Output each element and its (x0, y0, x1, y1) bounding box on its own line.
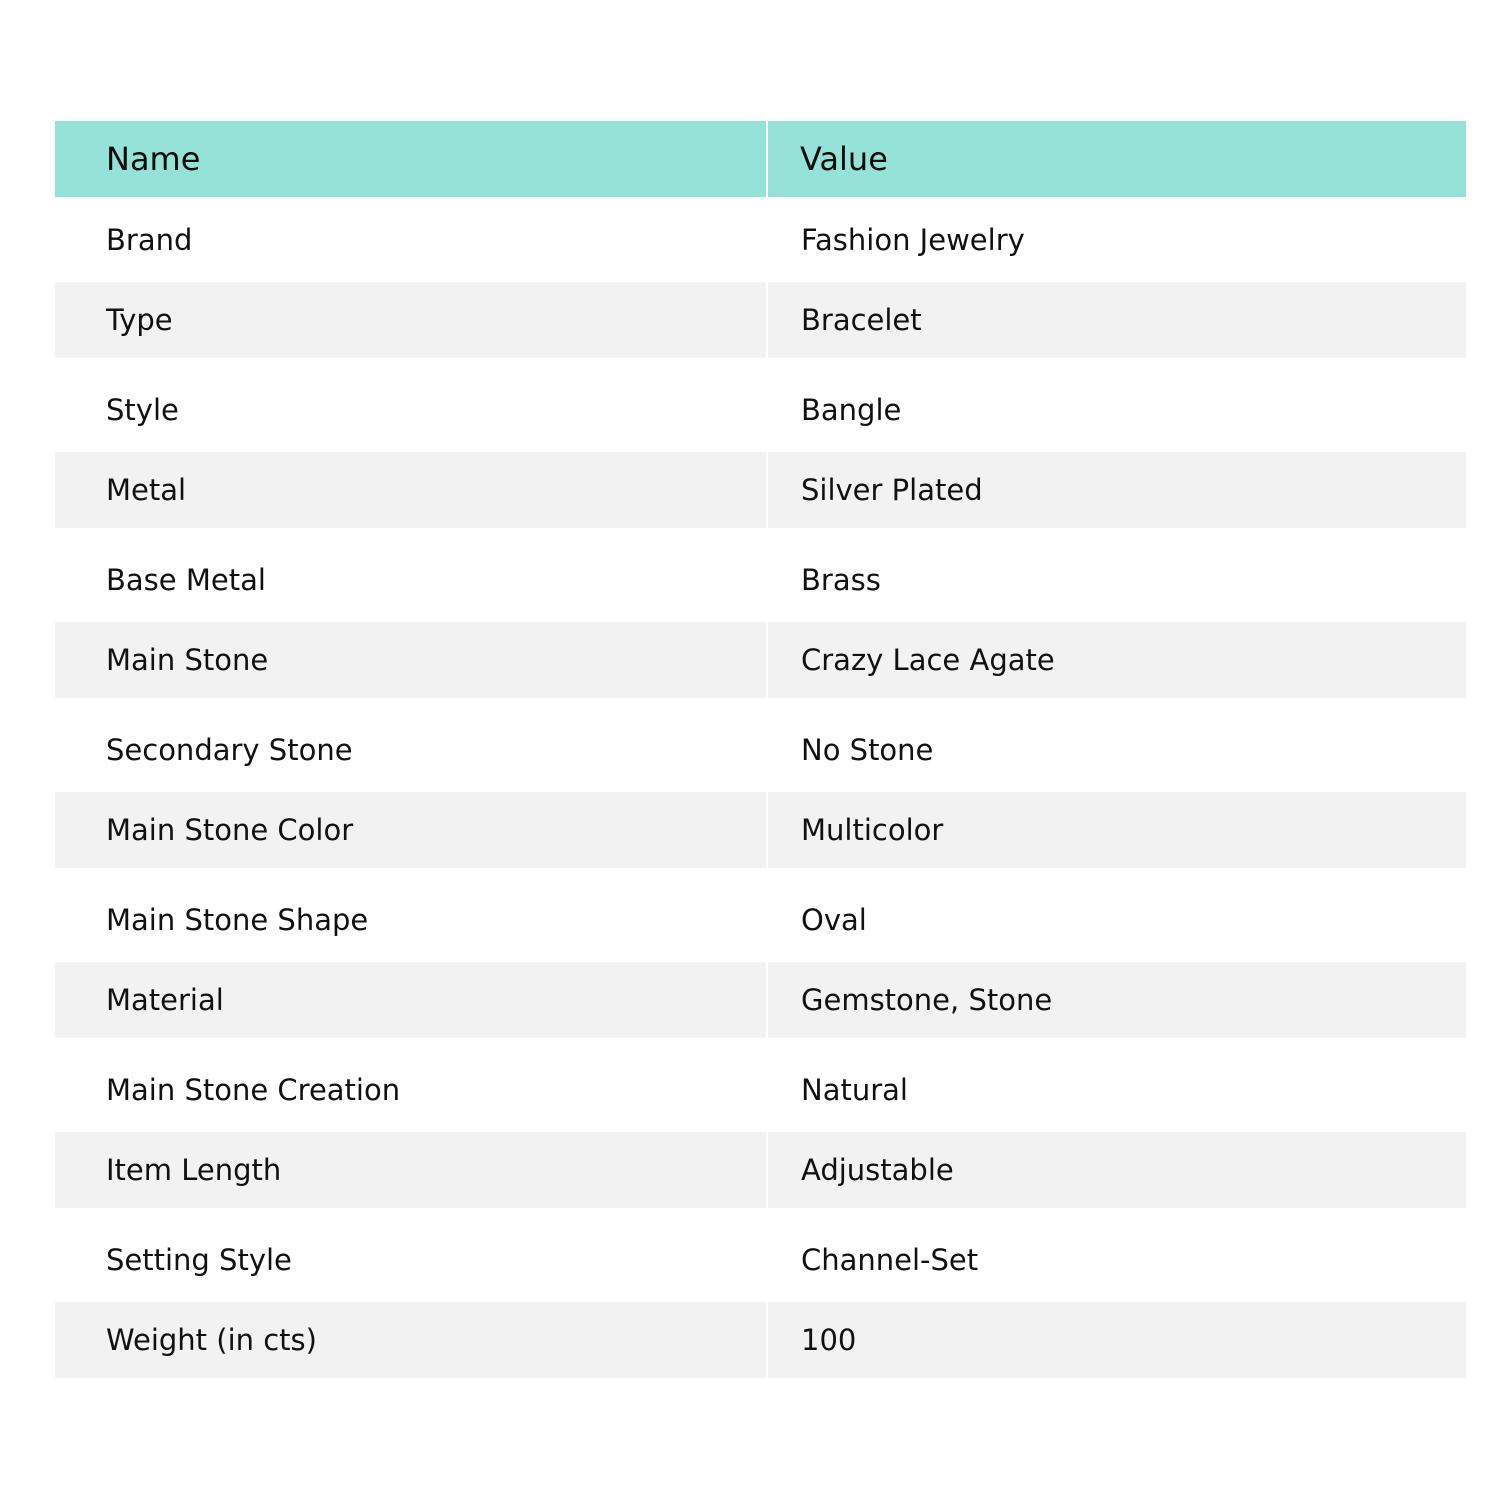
row-name: Style (55, 367, 766, 452)
row-name: Metal (55, 452, 766, 528)
table-body (55, 197, 1466, 1387)
table-row (55, 707, 1466, 792)
row-value: Bracelet (768, 282, 1466, 358)
table-row (55, 367, 1466, 452)
row-name: Brand (55, 197, 766, 282)
row-name: Setting Style (55, 1217, 766, 1302)
row-value: Oval (768, 877, 1466, 962)
table-row (55, 622, 1466, 707)
table-row (55, 877, 1466, 962)
row-name: Material (55, 962, 766, 1038)
row-value: Fashion Jewelry (768, 197, 1466, 282)
table-row (55, 962, 1466, 1047)
row-name: Base Metal (55, 537, 766, 622)
header-value: Value (768, 121, 1466, 197)
table-row (55, 1217, 1466, 1302)
table-row (55, 282, 1466, 367)
row-name: Type (55, 282, 766, 358)
row-value: Channel-Set (768, 1217, 1466, 1302)
row-value: Adjustable (768, 1132, 1466, 1208)
specification-table (55, 121, 1466, 1387)
table-row (55, 792, 1466, 877)
row-value: 100 (768, 1302, 1466, 1378)
row-value: Natural (768, 1047, 1466, 1132)
table-row (55, 1302, 1466, 1387)
row-name: Item Length (55, 1132, 766, 1208)
row-name: Secondary Stone (55, 707, 766, 792)
row-name: Main Stone Color (55, 792, 766, 868)
row-value: No Stone (768, 707, 1466, 792)
table-row (55, 1047, 1466, 1132)
row-name: Main Stone Shape (55, 877, 766, 962)
header-name: Name (55, 121, 766, 197)
row-value: Multicolor (768, 792, 1466, 868)
table-row (55, 537, 1466, 622)
row-value: Bangle (768, 367, 1466, 452)
row-value: Gemstone, Stone (768, 962, 1466, 1038)
row-name: Weight (in cts) (55, 1302, 766, 1378)
row-value: Silver Plated (768, 452, 1466, 528)
row-value: Crazy Lace Agate (768, 622, 1466, 698)
table-header (55, 121, 1466, 197)
table-row (55, 1132, 1466, 1217)
table-row (55, 452, 1466, 537)
row-name: Main Stone Creation (55, 1047, 766, 1132)
table-row (55, 197, 1466, 282)
row-value: Brass (768, 537, 1466, 622)
row-name: Main Stone (55, 622, 766, 698)
